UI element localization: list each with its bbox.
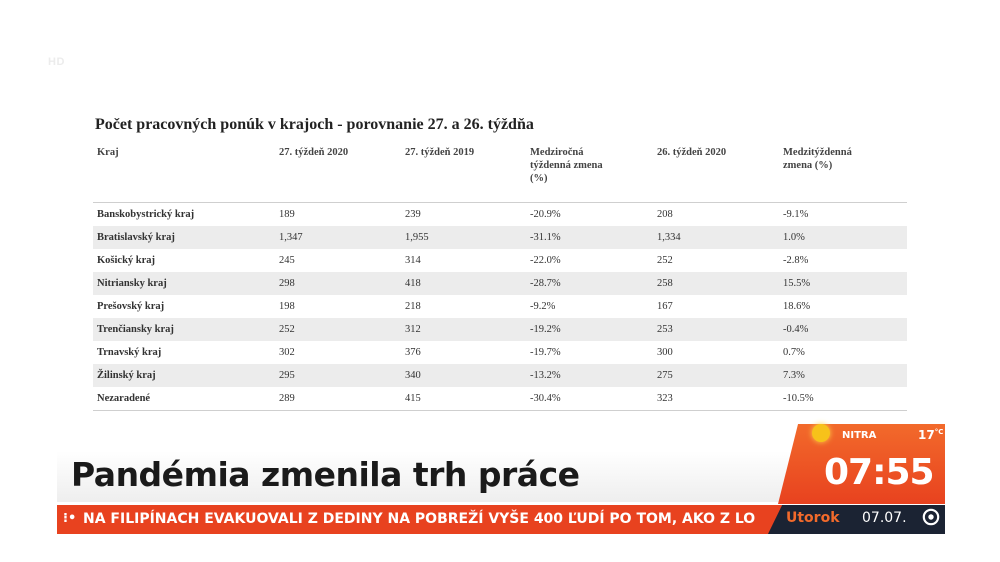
cell-week26-2020: 208: [657, 209, 673, 220]
cell-week27-2019: 415: [405, 393, 421, 404]
header-week27-2019: 27. týždeň 2019: [405, 147, 475, 158]
cell-wow-change: 18.6%: [783, 301, 811, 312]
cell-wow-change: -0.4%: [783, 324, 809, 335]
headline-bar: [57, 451, 797, 502]
cell-week27-2019: 418: [405, 278, 421, 289]
cell-week27-2019: 1,955: [405, 232, 429, 243]
cell-week27-2020: 189: [279, 209, 295, 220]
cell-week26-2020: 258: [657, 278, 673, 289]
cell-region: Trenčiansky kraj: [97, 324, 174, 335]
cell-yoy-change: -13.2%: [530, 370, 561, 381]
cell-wow-change: 15.5%: [783, 278, 811, 289]
cell-region: Bratislavský kraj: [97, 232, 175, 243]
cell-yoy-change: -20.9%: [530, 209, 561, 220]
cell-yoy-change: -19.2%: [530, 324, 561, 335]
table-header-row: [93, 142, 907, 203]
header-yoy-change: Medziročná týždenná zmena (%): [530, 147, 603, 184]
cell-week27-2020: 252: [279, 324, 295, 335]
cell-region: Banskobystrický kraj: [97, 209, 195, 220]
weather-city: NITRA: [842, 430, 877, 441]
weather-temperature: [918, 428, 943, 442]
cell-region: Trnavský kraj: [97, 347, 162, 358]
cell-week27-2019: 312: [405, 324, 421, 335]
hd-watermark: HD: [48, 56, 65, 68]
cell-wow-change: -2.8%: [783, 255, 809, 266]
table-row: [93, 249, 907, 272]
cell-week27-2019: 376: [405, 347, 421, 358]
header-week27-2020: 27. týždeň 2020: [279, 147, 349, 158]
cell-wow-change: 1.0%: [783, 232, 805, 243]
cell-region: Nezaradené: [97, 393, 151, 404]
news-ticker: [57, 505, 787, 534]
cell-week26-2020: 300: [657, 347, 673, 358]
cell-week26-2020: 253: [657, 324, 673, 335]
date-label: 07.07.: [862, 510, 907, 526]
cell-yoy-change: -9.2%: [530, 301, 556, 312]
cell-wow-change: -10.5%: [783, 393, 814, 404]
table-body: [93, 203, 907, 410]
cell-yoy-change: -28.7%: [530, 278, 561, 289]
cell-week26-2020: 275: [657, 370, 673, 381]
sun-icon: [812, 424, 830, 442]
table-row: [93, 295, 907, 318]
clock-time: 07:55: [824, 452, 934, 493]
header-wow-change: Medzitýždenná zmena (%): [783, 147, 852, 171]
cell-week26-2020: 323: [657, 393, 673, 404]
ticker-bullet-icon: ⁝•: [63, 511, 77, 526]
headline-text: Pandémia zmenila trh práce: [71, 455, 580, 494]
temperature-value: 17: [918, 428, 935, 442]
cell-week26-2020: 167: [657, 301, 673, 312]
cell-region: Žilinský kraj: [97, 370, 156, 381]
table-title: Počet pracovných ponúk v krajoch - porovnanie 27. a 26. týždňa: [95, 116, 534, 133]
table-row: [93, 364, 907, 387]
cell-week27-2020: 245: [279, 255, 295, 266]
cell-week27-2020: 302: [279, 347, 295, 358]
cell-region: Košický kraj: [97, 255, 156, 266]
temperature-unit: °C: [934, 428, 944, 436]
cell-week27-2020: 198: [279, 301, 295, 312]
cell-yoy-change: -30.4%: [530, 393, 561, 404]
cell-wow-change: 7.3%: [783, 370, 805, 381]
cell-yoy-change: -22.0%: [530, 255, 561, 266]
table-row: [93, 272, 907, 295]
header-week26-2020: 26. týždeň 2020: [657, 147, 727, 158]
cell-week27-2020: 295: [279, 370, 295, 381]
channel-logo-icon: [922, 508, 940, 526]
cell-week27-2019: 314: [405, 255, 421, 266]
table-row: [93, 341, 907, 364]
cell-region: Prešovský kraj: [97, 301, 165, 312]
cell-week27-2019: 340: [405, 370, 421, 381]
header-kraj: Kraj: [97, 147, 119, 158]
ticker-text: NA FILIPÍNACH EVAKUOVALI Z DEDINY NA POBREŽÍ VYŠE 400 ĽUDÍ PO TOM, AKO Z LO: [83, 511, 756, 527]
table-row: [93, 318, 907, 341]
weekday-label: Utorok: [786, 510, 840, 526]
table-bottom-divider: [93, 410, 907, 411]
table-row: [93, 226, 907, 249]
table-row: [93, 203, 907, 226]
cell-week27-2019: 239: [405, 209, 421, 220]
job-offers-table: [93, 116, 907, 411]
cell-region: Nitriansky kraj: [97, 278, 167, 289]
cell-week26-2020: 252: [657, 255, 673, 266]
cell-wow-change: 0.7%: [783, 347, 805, 358]
table-row: [93, 387, 907, 410]
cell-week27-2019: 218: [405, 301, 421, 312]
cell-week27-2020: 298: [279, 278, 295, 289]
cell-yoy-change: -19.7%: [530, 347, 561, 358]
cell-week27-2020: 289: [279, 393, 295, 404]
cell-week26-2020: 1,334: [657, 232, 681, 243]
cell-yoy-change: -31.1%: [530, 232, 561, 243]
cell-week27-2020: 1,347: [279, 232, 303, 243]
cell-wow-change: -9.1%: [783, 209, 809, 220]
